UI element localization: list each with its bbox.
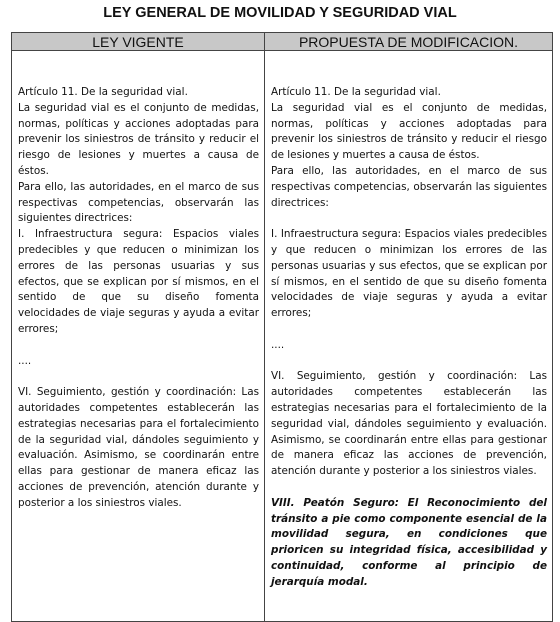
proposal-item-viii: VIII. Peatón Seguro: El Reconocimiento del tránsito a pie como componente esencial de la movilidad segura, en condiciones que prioricen su integridad física, accesibilidad y continuidad, conforme al principio de jerarquía modal. xyxy=(271,496,547,588)
proposal-article-heading: Artículo 11. De la seguridad vial. xyxy=(271,86,441,98)
header-row xyxy=(12,33,553,51)
current-ellipsis: .... xyxy=(18,354,32,367)
column-header-current-law: LEY VIGENTE xyxy=(12,33,265,51)
proposal-item-i: I. Infraestructura segura: Espacios viales predecibles y que reducen o minimizan los errores de las personas usuarias y sus efectos, que se explican por sí mismos, en el sentido de que su diseño fomenta velocidades de viaje seguras y ayuda a evitar errores; xyxy=(271,228,547,320)
current-intro-paragraph: La seguridad vial es el conjunto de medidas, normas, políticas y acciones adoptadas para prevenir los siniestros de tránsito y reducir el riesgo de lesiones y muertes a causa de éstos. xyxy=(18,101,259,177)
current-article-heading: Artículo 11. De la seguridad vial. xyxy=(18,86,188,98)
document-title: LEY GENERAL DE MOVILIDAD Y SEGURIDAD VIAL xyxy=(103,5,457,21)
comparison-table xyxy=(11,32,553,622)
proposal-intro-paragraph: La seguridad vial es el conjunto de medidas, normas, políticas y acciones adoptadas para prevenir los siniestros de tránsito y reducir el riesgo de lesiones y muertes a causa de éstos. xyxy=(271,101,547,162)
current-item-i: I. Infraestructura segura: Espacios viales predecibles y que reducen o minimizan los errores de las personas usuarias y sus efectos, que se explican por sí mismos, en el sentido de que su diseño fomenta velocidades de viaje seguras y ayuda a evitar errores; xyxy=(18,228,259,335)
proposal-cell xyxy=(265,51,553,622)
proposal-item-vi: VI. Seguimiento, gestión y coordinación: Las autoridades competentes establecerán las estrategias necesarias para el fortalecimiento de la seguridad vial, dándoles seguimiento y evaluación. Asimismo, se coordinarán entre ellas para gestionar de manera eficaz las acciones de prevención, atención durante y posterior a los siniestros viales. xyxy=(271,370,547,478)
column-header-proposal: PROPUESTA DE MODIFICACION. xyxy=(265,33,553,51)
proposal-ellipsis: .... xyxy=(271,338,285,351)
current-item-vi: VI. Seguimiento, gestión y coordinación: Las autoridades competentes establecerán las estrategias necesarias para el fortalecimiento de la seguridad vial, dándoles seguimiento y evaluación. Asimismo, se coordinarán entre ellas para gestionar de manera eficaz las acciones de prevención, atención durante y posterior a los siniestros viales. xyxy=(18,386,259,509)
current-directives-paragraph: Para ello, las autoridades, en el marco de sus respectivas competencias, observarán las siguientes directrices: xyxy=(18,180,259,225)
current-law-cell xyxy=(12,51,265,622)
proposal-directives-paragraph: Para ello, las autoridades, en el marco de sus respectivas competencias, observarán las siguientes directrices: xyxy=(271,164,547,209)
content-row xyxy=(12,51,553,622)
